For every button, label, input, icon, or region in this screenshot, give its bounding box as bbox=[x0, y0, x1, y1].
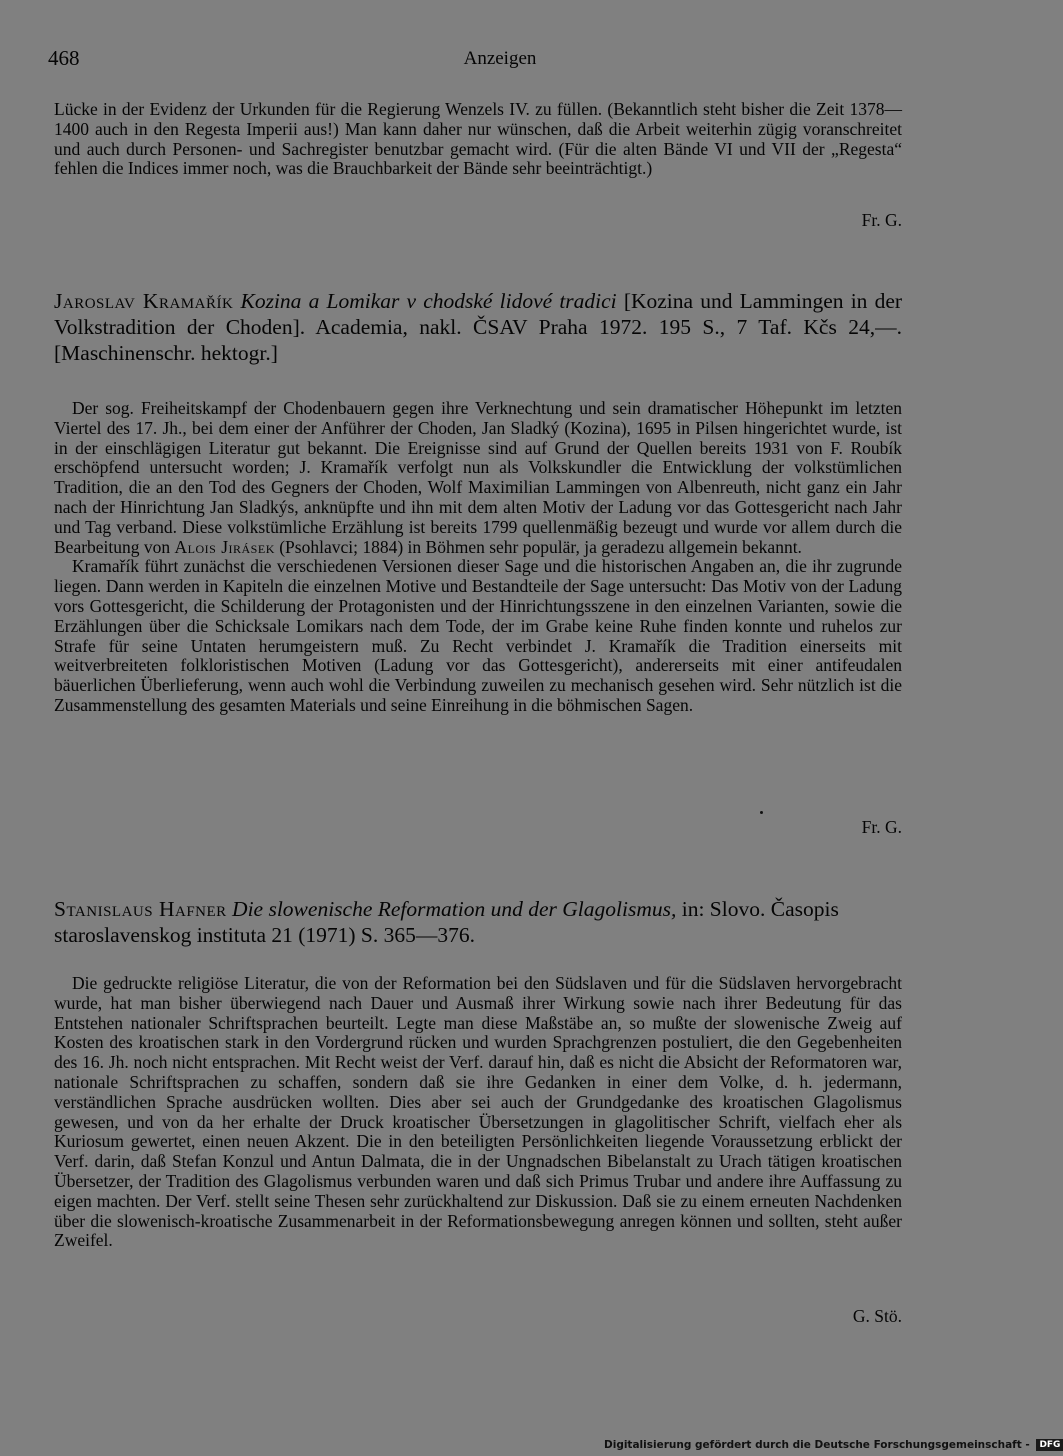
review-paragraph: Der sog. Freiheitskampf der Chodenbauern gegen ihre Verknechtung und sein dramatischer Höhepunkt im letzten Viertel des 17. Jh., bei dem einer der Anführer der Choden, Jan Sladký (Kozina), 1695 in Pilsen hingerichtet wurde, ist in der einschlägigen Literatur gut bekannt. Die Ereignisse sind auf Grund der Quellen bereits 1931 von F. Roubík erschöpfend untersucht worden; J. Kramařík verfolgt nun als Volkskundler die Entwicklung der volkstümlichen Tradition, die an den Tod des Gegners der Choden, Wolf Maximilian Lammingen von Albenreuth, nicht ganz ein Jahr nach der Hinrichtung Jan Sladkýs, anknüpfte und ihn mit dem alten Motiv der Ladung vor das Gottesgericht nach Jahr und Tag verband. Diese volkstümliche Erzählung ist bereits 1799 quellenmäßig bezeugt und wurde vor allem durch die Bearbeitung von Alois Jirásek (Psohlavci; 1884) in Böhmen sehr populär, ja geradezu allgemein bekannt. bbox=[54, 398, 902, 557]
review-heading bbox=[54, 288, 902, 366]
review-signature: Fr. G. bbox=[861, 210, 902, 230]
review-title: Die slowenische Reformation und der Glagolismus, bbox=[232, 897, 677, 921]
review-title: Kozina a Lomikar v chodské lidové tradici bbox=[240, 289, 617, 313]
review-details: in: Slovo. Časopis staroslavenskog instituta 21 (1971) S. 365—376. bbox=[54, 897, 839, 947]
review-signature: Fr. G. bbox=[861, 817, 902, 837]
footer-text: Digitalisierung gefördert durch die Deutsche Forschungsgemeinschaft - bbox=[604, 1439, 1030, 1451]
review-paragraph: Kramařík führt zunächst die verschiedenen Versionen dieser Sage und die historischen Angaben an, die ihr zugrunde liegen. Dann werden in Kapiteln die einzelnen Motive und Bestandteile der Sage untersucht: Das Motiv von der Ladung vors Gottesgericht, die Schilderung der Protagonisten und der Hinrichtungsszene in den einzelnen Varianten, sowie die Erzählungen über die Schicksale Lomikars nach dem Tode, der im Grabe keine Ruhe finden konnte und ruhelos zur Strafe für seine Untaten herumgeistern muß. Zu Recht verbindet J. Kramařík die Tradition einerseits mit weitverbreiteten folkloristischen Motiven (Ladung vor das Gottesgericht), andererseits mit einer antifeudalen bäuerlichen Überlieferung, wenn auch wohl die Verbindung zuweilen zu mechanisch gesehen wird. Sehr nützlich ist die Zusammenstellung des gesamten Materials und seine Einreihung in die böhmischen Sagen. bbox=[54, 556, 902, 715]
speck bbox=[760, 811, 763, 814]
review-signature: G. Stö. bbox=[852, 1306, 902, 1326]
review-body bbox=[54, 399, 902, 716]
review-body bbox=[54, 974, 902, 1251]
review-details: [Kozina und Lammingen in der Volkstradition der Choden]. Academia, nakl. ČSAV Praha 1972. 195 S., 7 Taf. Kčs 24,—. [Maschinenschr. hektogr.] bbox=[54, 289, 903, 365]
review-paragraph: Die gedruckte religiöse Literatur, die von der Reformation bei den Südslaven und für die Südslaven hervorgebracht wurde, hat man bisher überwiegend nach Dauer und Ausmaß ihrer Wirkung sowie nach ihrer Bedeutung für das Entstehen nationaler Schriftsprachen beurteilt. Legte man diese Maßstäbe an, so mußte der slowenische Zweig auf Kosten des kroatischen stark in den Vordergrund rücken und wurden Sprachgrenzen postuliert, die den Gegebenheiten des 16. Jh. noch nicht entsprachen. Mit Recht weist der Verf. darauf hin, daß es nicht die Absicht der Reformatoren war, nationale Schriftsprachen zu schaffen, sondern daß sie ihre Gedanken in einer dem Volke, d. h. jedermann, verständlichen Sprache ausdrücken wollten. Dies aber sei auch der Grundgedanke des kroatischen Glagolismus gewesen, und von da her erhalte der Druck kroatischer Übersetzungen in glagolitischer Schrift, vielfach eher als Kuriosum gewertet, einen neuen Akzent. Die in den beteiligten Persönlichkeiten liegende Voraussetzung erblickt der Verf. darin, daß Stefan Konzul und Antun Dalmata, die in der Ungnadschen Bibelanstalt zu Urach tätigen kroatischen Übersetzer, der Tradition des Glagolismus verbunden waren und daß sich Primus Trubar und andere ihre Auffassung zu eigen machten. Der Verf. stellt seine Thesen sehr zurückhaltend zur Diskussion. Daß sie zu einem erneuten Nachdenken über die slowenisch-kroatische Zusammenarbeit in der Reformationsbewegung anregen können und sollten, steht außer Zweifel. bbox=[54, 973, 902, 1251]
review-author: Jaroslav Kramařík bbox=[54, 289, 234, 313]
review-continuation-text: Lücke in der Evidenz der Urkunden für die Regierung Wenzels IV. zu füllen. (Bekanntlich steht bisher die Zeit 1378—1400 auch in den Regesta Imperii aus!) Man kann daher nur wünschen, daß die Arbeit weiterhin zügig voranschreitet und auch durch Personen- und Sachregister benutzbar gemacht wird. (Für die alten Bände VI und VII der „Regesta“ fehlen die Indices immer noch, was die Brauchbarkeit der Bände sehr beeinträchtigt.) bbox=[54, 99, 902, 179]
digitization-footer bbox=[604, 1439, 1063, 1451]
review-author: Stanislaus Hafner bbox=[54, 897, 227, 921]
dfg-logo-icon: DFG bbox=[1036, 1439, 1063, 1451]
review-continuation bbox=[54, 100, 902, 179]
review-heading bbox=[54, 896, 902, 948]
running-head: Anzeigen bbox=[463, 48, 537, 69]
page-number: 468 bbox=[48, 46, 80, 70]
